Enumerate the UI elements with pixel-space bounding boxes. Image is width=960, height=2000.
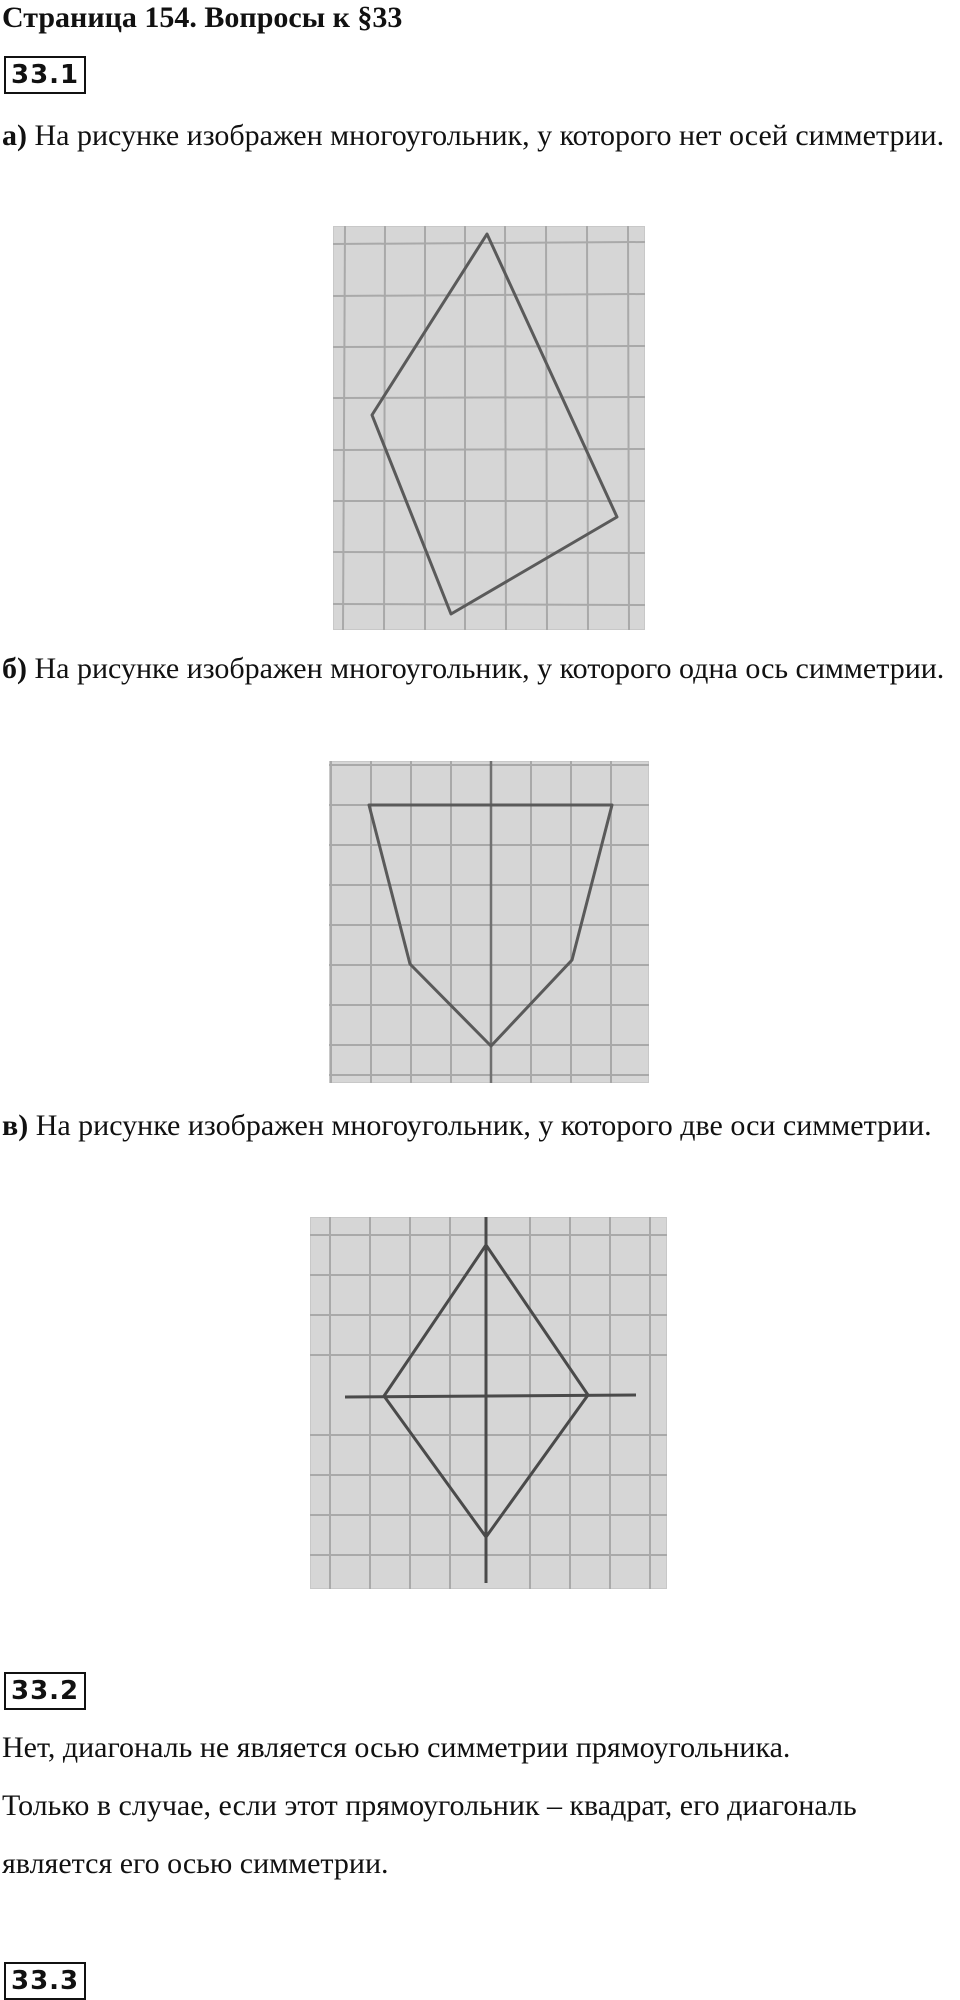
item-v-label: в) <box>2 1109 29 1142</box>
item-b-label: б) <box>2 652 27 685</box>
item-v <box>2 1097 957 1155</box>
answer-33-2-line-1: Нет, диагональ не является осью симметрии прямоугольника. <box>2 1731 791 1764</box>
item-v-text: На рисунке изображен многоугольник, у которого две оси симметрии. <box>35 1109 932 1142</box>
figure-a-no-axes <box>333 226 645 630</box>
task-number-33-3: 33.3 <box>4 1962 86 2000</box>
figure-v-drawing <box>310 1217 667 1589</box>
item-b <box>2 640 957 698</box>
task-number-33-2: 33.2 <box>4 1672 86 1710</box>
figure-a-drawing <box>333 226 645 630</box>
item-b-text: На рисунке изображен многоугольник, у которого одна ось симметрии. <box>34 652 945 685</box>
answer-33-2 <box>2 1719 957 1893</box>
answer-33-2-line-3: является его осью симметрии. <box>2 1847 389 1880</box>
item-a-text: На рисунке изображен многоугольник, у которого нет осей симметрии. <box>34 119 945 152</box>
item-a <box>2 107 957 165</box>
polygon-a <box>372 234 617 614</box>
task-number-33-1: 33.1 <box>4 56 86 94</box>
item-a-label: а) <box>2 119 27 152</box>
page-title: Страница 154. Вопросы к §33 <box>2 1 403 34</box>
figure-b-drawing <box>329 761 649 1083</box>
answer-33-2-line-2: Только в случае, если этот прямоугольник – квадрат, его диагональ <box>2 1789 857 1822</box>
figure-b-one-axis <box>329 761 649 1083</box>
axis-horizontal <box>345 1395 636 1397</box>
figure-v-two-axes <box>310 1217 667 1589</box>
